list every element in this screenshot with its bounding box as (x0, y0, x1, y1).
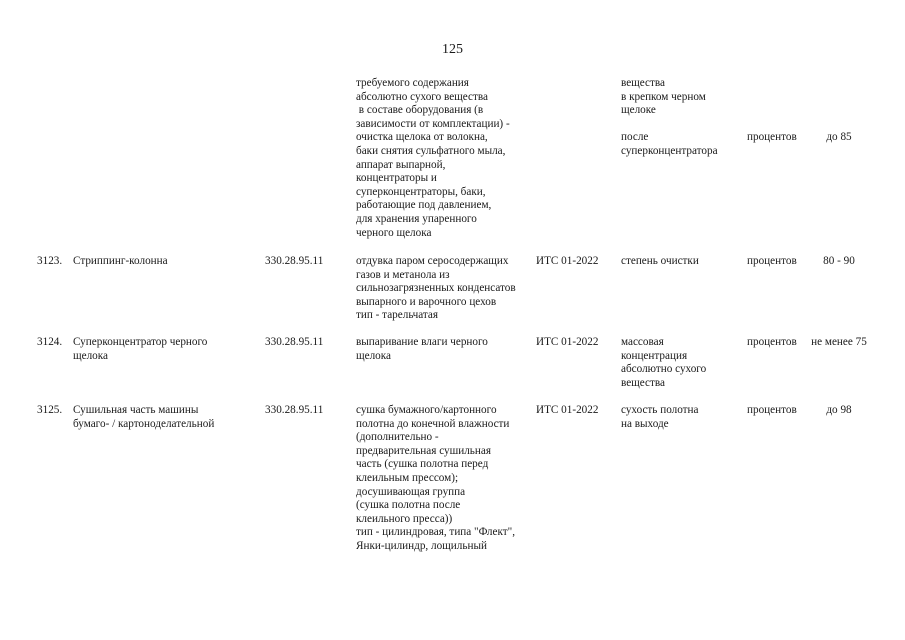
parameter-name (621, 131, 718, 158)
equipment-description (356, 336, 488, 363)
description-line: (сушка полотна после (356, 499, 461, 512)
description-line: клеильного пресса)) (356, 512, 453, 525)
parameter-line: сухость полотна (621, 404, 699, 416)
description-line: в составе оборудования (в (356, 104, 484, 117)
description-line: требуемого содержания (356, 77, 469, 89)
description-line: щелока (356, 349, 391, 362)
equipment-description (356, 404, 515, 554)
row-number: 3123. (37, 255, 63, 267)
row-number: 3125. (37, 404, 63, 416)
description-line: сильнозагрязненных конденсатов (356, 282, 516, 295)
description-line: Янки-цилиндр, лощильный (356, 539, 487, 552)
value: до 85 (826, 131, 852, 143)
description-line: выпаривание влаги черного (356, 336, 488, 348)
parameter-line: концентрация (621, 349, 688, 362)
parameter-line: в крепком черном (621, 90, 706, 103)
description-line: тип - цилиндровая, типа "Флект", (356, 526, 515, 539)
parameter-line: вещества (621, 376, 665, 389)
parameter-line: вещества (621, 77, 665, 89)
description-line: черного щелока (356, 226, 432, 239)
equipment-code: 330.28.95.11 (265, 404, 324, 416)
equipment-code: 330.28.95.11 (265, 255, 324, 267)
description-line: абсолютно сухого вещества (356, 90, 488, 103)
description-line: клеильным прессом); (356, 471, 459, 484)
name-line: Сушильная часть машины (73, 404, 199, 416)
parameter-line: массовая (621, 336, 664, 348)
description-line: досушивающая группа (356, 485, 466, 498)
unit: процентов (747, 255, 797, 267)
value: до 98 (826, 404, 852, 416)
parameter-name (621, 77, 706, 118)
description-line: часть (сушка полотна перед (356, 458, 489, 471)
description-line: (дополнительно - (356, 431, 439, 444)
parameter-name (621, 255, 699, 269)
description-line: баки снятия сульфатного мыла, (356, 144, 506, 157)
parameter-line: суперконцентратора (621, 144, 718, 157)
description-line: суперконцентраторы, баки, (356, 185, 486, 198)
parameter-line: щелоке (621, 104, 656, 117)
description-line: полотна до конечной влажности (356, 417, 510, 430)
standard-reference: ИТС 01-2022 (536, 336, 599, 348)
name-line: Суперконцентратор черного (73, 336, 208, 348)
parameter-line: абсолютно сухого (621, 363, 707, 376)
equipment-name (73, 404, 253, 431)
name-line: бумаго- / картоноделательной (73, 417, 215, 430)
description-line: очистка щелока от волокна, (356, 131, 488, 144)
page-number: 125 (442, 42, 463, 57)
description-line: сушка бумажного/картонного (356, 404, 497, 416)
name-line: щелока (73, 349, 108, 362)
unit: процентов (747, 336, 797, 348)
row-number: 3124. (37, 336, 63, 348)
equipment-description (356, 77, 510, 240)
unit: процентов (747, 404, 797, 416)
description-line: для хранения упаренного (356, 212, 477, 225)
parameter-line: после (621, 131, 649, 143)
value: не менее 75 (811, 336, 867, 348)
equipment-code: 330.28.95.11 (265, 336, 324, 348)
equipment-description (356, 255, 516, 323)
parameter-name (621, 404, 699, 431)
description-line: аппарат выпарной, (356, 158, 446, 171)
unit: процентов (747, 131, 797, 143)
equipment-name (73, 336, 253, 363)
name-line: Стриппинг-колонна (73, 255, 168, 267)
standard-reference: ИТС 01-2022 (536, 404, 599, 416)
description-line: газов и метанола из (356, 268, 450, 281)
parameter-name (621, 336, 706, 390)
description-line: концентраторы и (356, 172, 437, 185)
description-line: тип - тарельчатая (356, 309, 439, 322)
description-line: зависимости от комплектации) - (356, 117, 510, 130)
description-line: выпарного и варочного цехов (356, 295, 497, 308)
description-line: предварительная сушильная (356, 444, 492, 457)
parameter-line: степень очистки (621, 255, 699, 267)
standard-reference: ИТС 01-2022 (536, 255, 599, 267)
description-line: работающие под давлением, (356, 199, 492, 212)
description-line: отдувка паром серосодержащих (356, 255, 509, 267)
parameter-line: на выходе (621, 417, 669, 430)
equipment-name (73, 255, 253, 269)
value: 80 - 90 (823, 255, 855, 267)
